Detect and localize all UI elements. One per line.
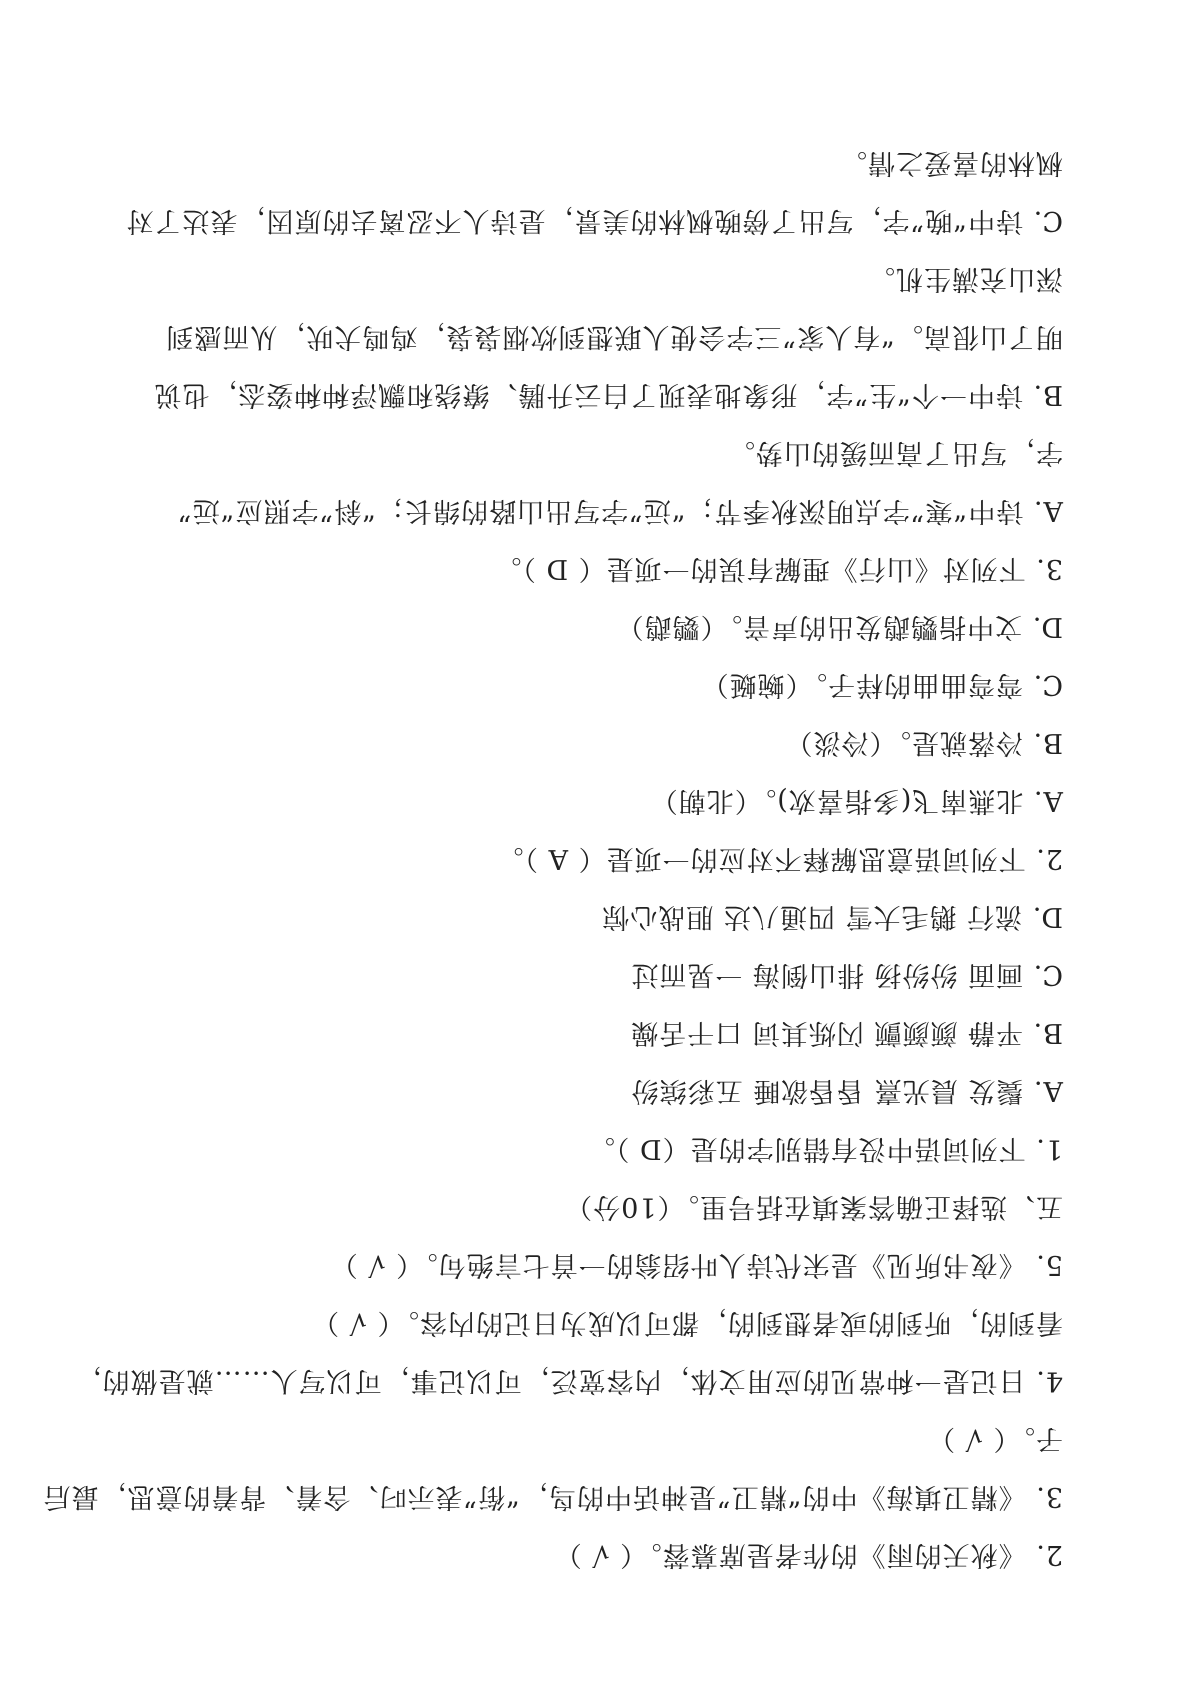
text-line: 字，写出了高而缓的山势。 — [727, 437, 1063, 468]
text-line: 明了山很高。“有人家”三字会使人联想到炊烟袅袅，鸡鸣犬吠，从而感到 — [165, 321, 1063, 352]
text-line: 4. 日记是一种常见的应用文体，内容宽泛，可以记事，可以写人……就是做的， — [73, 1365, 1063, 1396]
question: 2. 下列词语意思解释不对应的一项是（ A ）。 — [495, 843, 1063, 874]
section-heading: 五、选择正确答案填在括号里。（10分） — [564, 1191, 1063, 1222]
option: A. 北燕南飞(多指喜欢)。（北朝） — [649, 785, 1063, 816]
option: C. 画面 纷纷扬 排山倒海 一晃而过 — [630, 959, 1063, 990]
text-line: 2. 《秋天的雨》的作者是席慕蓉。（ √ ） — [553, 1539, 1063, 1570]
text-line: 5. 《夜书所见》是宋代诗人叶绍翁的一首七言绝句。（ √ ） — [329, 1249, 1063, 1280]
text-line: 子。（ √ ） — [927, 1423, 1063, 1454]
text-line: 看到的，听到的或者想到的，都可以成为日记的内容。（ √ ） — [311, 1307, 1063, 1338]
option: A. 鬓发 晨光熹 昏昏欲睡 五彩缤纷 — [630, 1075, 1063, 1106]
option: B. 平静 颜颜颤 闪烁其词 口干舌燥 — [630, 1017, 1063, 1048]
option: D. 流行 鹅毛大雪 四通八达 胆战心惊 — [601, 901, 1063, 932]
question: 3. 下列对《山行》理解有误的一项是（ D ）。 — [493, 553, 1063, 584]
option: A. 诗中“寒”字点明深秋季节；“远”字写出山路的绵长；“斜”字照应“远” — [176, 495, 1063, 526]
option: D. 文中指鹦鹉发出的声音。（鹦鹉） — [615, 611, 1063, 642]
option: C. 弯弯曲曲的样子。（蜿蜒） — [700, 669, 1063, 700]
option: C. 诗中“晚”字，写出了傍晚枫林的美景，是诗人不忍离去的原因，表达了对 — [125, 205, 1063, 236]
text-line: 3. 《精卫填海》中的“精卫”是神话中的鸟，“衔”表示叼、含着、背着的意思，最后 — [42, 1481, 1063, 1512]
text-line: 深山充满生机。 — [867, 263, 1063, 294]
text-line: 枫林的喜爱之情。 — [839, 147, 1063, 178]
option: B. 诗中一个“生”字，形象地表现了白云升腾、缭绕和飘浮种种姿态，也说 — [153, 379, 1063, 410]
option: B. 冷落就是。（冷淡） — [784, 727, 1063, 758]
question: 1. 下列词语中没有错别字的是（D ）。 — [586, 1133, 1063, 1164]
